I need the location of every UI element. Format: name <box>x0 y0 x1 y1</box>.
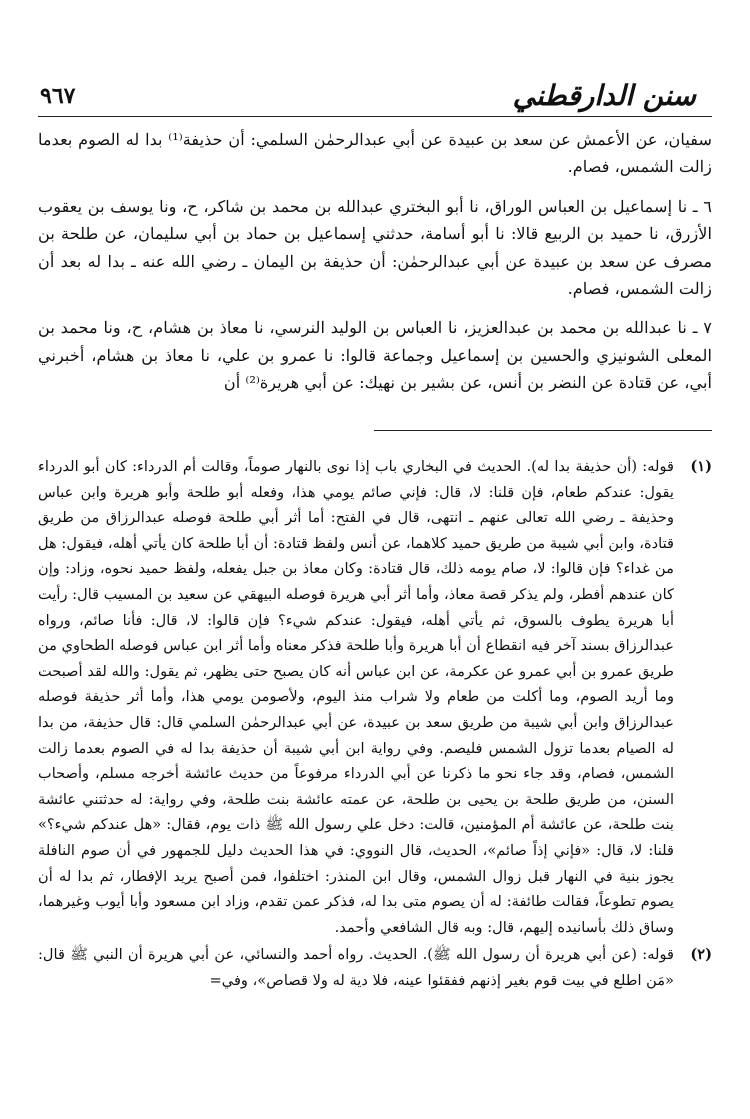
page-number: ٩٦٧ <box>40 83 76 109</box>
paragraph-1: سفيان، عن الأعمش عن سعد بن عبيدة عن أبي عبدالرحمٰن السلمي: أن حذيفة⁽¹⁾ بدا له الصوم بعدما زالت الشمس، فصام. <box>38 130 713 177</box>
paragraph-hadith-6: ٦ ـ نا إسماعيل بن العباس الوراق، نا أبو البختري عبدالله بن محمد بن شاكر، ح، ونا يوسف بن يعقوب الأزرق، نا حميد بن الربيع قالا: نا أبو أسامة، حدثني إسماعيل بن حماد بن أبي سليمان، عن طلحة بن مصرف عن سعد بن عبيدة عن أبي عبدالرحمٰن: أن حذيفة بن اليمان ـ رضي الله عنه ـ بدا له بعد أن زالت الشمس، فصام. <box>38 196 712 299</box>
book-title: سنن الدارقطني <box>512 79 696 112</box>
page-header <box>38 70 712 116</box>
book-page <box>38 70 712 1110</box>
footnote-2 <box>38 942 712 993</box>
footnote-label: (١) <box>690 458 712 475</box>
main-text <box>38 126 712 409</box>
footnote-label: (٢) <box>690 946 712 964</box>
header-rule <box>38 116 712 117</box>
footnote-text: قوله: (أن حذيفة بدا له). الحديث في البخاري باب إذا نوى بالنهار صوماً، وقالت أم الدرداء: كان أبو الدرداء يقول: عندكم طعام، فإن قلنا: لا، قال: فإني صائم يومي هذا، وفعله أبو طلحة وأبو هريرة وابن عباس وحذيفة ـ رضي الله تعالى عنهم ـ انتهى، قال في الفتح: أما أثر أبي طلحة فوصله عبدالرزاق من طريق قتادة، وابن أبي شيبة من طريق حميد كلاهما، عن أنس ولفظ قتادة: أن أبا طلحة كان يأتي أهله، فيقول: هل من غداء؟ فإن قالوا: لا، صام يومه ذلك، قال قتادة: وكان معاذ بن جبل يفعله، ولفظ حميد نحوه، وزاد: وإن كان عندهم أفطر، ولم يذكر قصة معاذ، وأما أثر أبي هريرة فوصله البيهقي عن سعيد بن المسيب قال: رأيت أبا هريرة يطوف بالسوق، ثم يأتي أهله، فيقول: عندكم شيء؟ فإن قالوا: لا، قال: فأنا صائم، ورواه عبدالرزاق بسند آخر فيه انقطاع أن أبا هريرة وأبا طلحة فذكر معناه وأما أثر ابن عباس فوصله الطحاوي من طريق عمرو بن أبي عمرو عن عكرمة، عن ابن عباس أنه كان يصبح حتى يظهر، ثم يقول: والله لقد أصبحت وما أريد الصوم، وما أكلت من طعام ولا شراب منذ اليوم، ولأصومن يومي هذا، وأما أثر حذيفة فوصله عبدالرزاق وابن أبي شيبة من طريق سعد بن عبيدة، عن أبي عبدالرحمٰن السلمي قال: قال حذيفة، من بدا له الصيام بعدما تزول الشمس فليصم. وفي رواية ابن أبي شيبة أن حذيفة بدا له في الصوم بعدما زالت الشمس، فصام، وقد جاء نحو ما ذكرنا عن أبي الدرداء مرفوعاً من حديث عائشة أخرجه مسلم، وأصحاب السنن، من طريق طلحة بن يحيى بن طلحة، عن عمته عائشة بنت طلحة، وفي رواية: له حدثتني عائشة بنت طلحة، عن عائشة أم المؤمنين، قالت: دخل علي رسول الله ﷺ ذات يوم، فقال: «هل عندكم شيء؟» قلنا: لا، قال: «فإني إذاً صائم»، الحديث، قال النووي: في هذا الحديث دليل للجمهور في أن صوم النافلة يجوز بنية في النهار قبل زوال الشمس، وقال ابن المنذر: اختلفوا، فمن أصبح يريد الإفطار، ثم بدا له أن يصوم تطوعاً، فقالت طائفة: له أن يصوم متى بدا له، فذكر عمن تقدم، وزاد ابن مسعود وأبا أيوب وغيرهما، وساق ذلك بأسانيده إليهم، قال: وبه قال الشافعي وأحمد. <box>38 458 674 936</box>
footnote-separator <box>374 430 712 431</box>
footnotes <box>38 454 712 995</box>
footnote-1 <box>38 454 712 940</box>
footnote-text: قوله: (عن أبي هريرة أن رسول الله ﷺ). الحديث. رواه أحمد والنسائي، عن أبي هريرة أن النبي ﷺ قال: «مَن اطلع في بيت قوم بغير إذنهم ففقئوا عينه، فلا دية له ولا قصاص»، وفي= <box>38 946 674 989</box>
paragraph-hadith-7: ٧ ـ نا عبدالله بن محمد بن عبدالعزيز، نا العباس بن الوليد النرسي، نا معاذ بن هشام، ح، ونا محمد بن المعلى الشونيزي والحسين بن إسماعيل وجماعة قالوا: نا عمرو بن علي، نا معاذ بن هشام، أخبرني أبي، عن قتادة عن النضر بن أنس، عن بشير بن نهيك: عن أبي هريرة⁽²⁾ أن <box>38 318 712 393</box>
